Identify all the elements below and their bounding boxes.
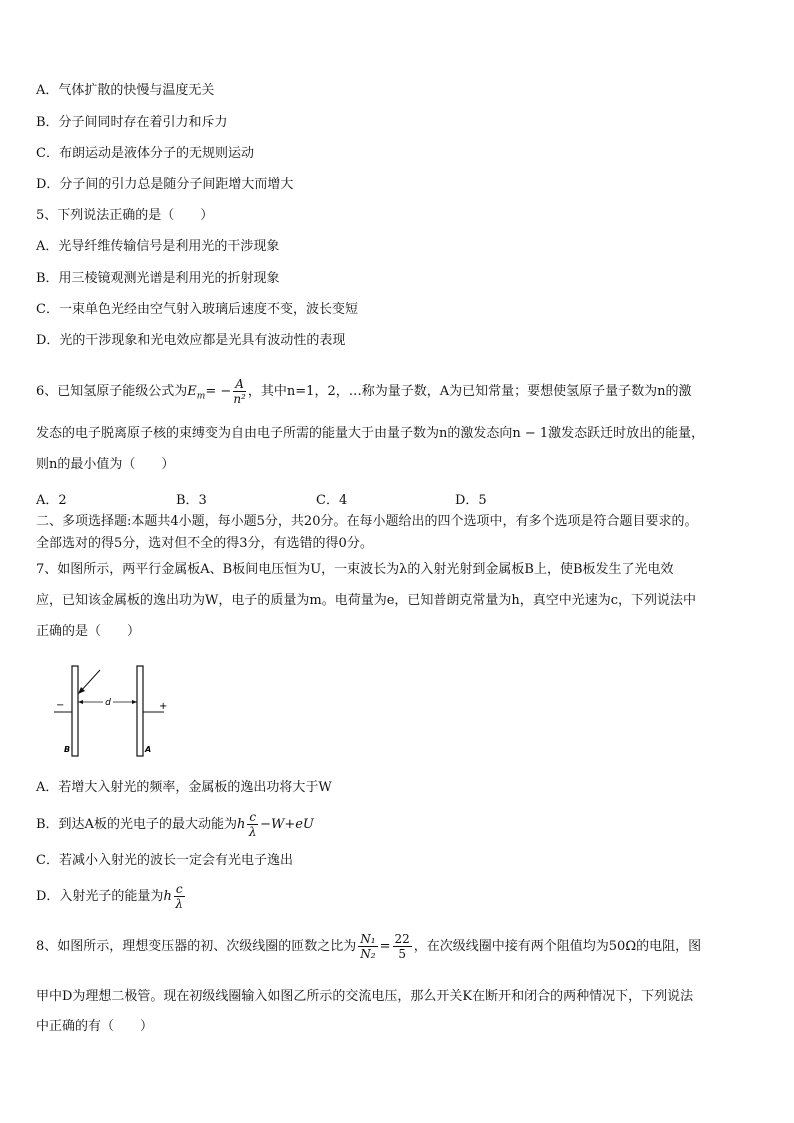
q7-option-d-den: λ: [175, 897, 183, 911]
q8-stem-post: ，在次级线圈中接有两个阻值均为50Ω的电阻，图: [413, 939, 702, 954]
section2-line2: 全部选对的得5分，选对但不全的得3分，有选错的得0分。: [36, 536, 373, 551]
q7-option-b-num: c: [249, 810, 257, 824]
q7-option-d-h: h: [163, 889, 172, 904]
q4-option-a: A．气体扩散的快慢与温度无关: [36, 83, 215, 98]
q7-stem-line3: 正确的是（ ）: [36, 624, 141, 639]
q4-option-d: D．分子间的引力总是随分子间距增大而增大: [36, 177, 294, 192]
q6-formula-eq: = −: [205, 384, 232, 399]
q8-num: 22: [394, 932, 410, 946]
q7-option-d: [36, 882, 187, 912]
q8-ratio-lhs: [358, 932, 377, 961]
minus-sign: −: [56, 700, 65, 711]
plus-sign: +: [159, 701, 168, 712]
q6-option-c: C．4: [316, 493, 348, 508]
q8-n1: N₁: [360, 932, 376, 946]
q8-stem-line1: [36, 930, 701, 964]
q7-option-b-fraction: [247, 810, 258, 839]
q7-option-d-pre: D．入射光子的能量为: [36, 889, 164, 904]
q5-option-c: C．一束单色光经由空气射入玻璃后速度不变，波长变短: [36, 302, 358, 317]
q6-formula-den: n²: [233, 392, 246, 406]
q4-option-b: B．分子间同时存在着引力和斥力: [36, 115, 228, 130]
q8-n2: N₂: [360, 947, 376, 961]
q7-option-c: C．若减小入射光的波长一定会有光电子逸出: [36, 853, 293, 868]
label-b: B: [64, 745, 71, 754]
q6-stem-line1: [36, 377, 692, 412]
q6-formula-fraction: [233, 377, 246, 406]
q8-den: 5: [398, 947, 406, 961]
q7-option-d-num: c: [175, 882, 183, 896]
q8-eq: =: [379, 939, 391, 954]
q6-formula-num: A: [235, 377, 244, 391]
incident-light-ray: [80, 670, 100, 692]
gap-arrow-right: [132, 700, 137, 704]
plate-a: [137, 666, 143, 756]
q7-option-b-post: −W+eU: [260, 817, 314, 832]
q6-option-a: A．2: [36, 493, 67, 508]
q7-option-a: A．若增大入射光的频率，金属板的逸出功将大于W: [36, 780, 332, 795]
q7-option-b-h: h: [236, 817, 246, 832]
q7-stem-line2: 应，已知该金属板的逸出功为W，电子的质量为m。电荷量为e，已知普朗克常量为h，真空中光速为c，下列说法中: [36, 593, 697, 608]
q8-ratio-rhs: [393, 932, 412, 961]
q7-option-d-fraction: [174, 882, 185, 911]
q8-stem-pre: 8、如图所示，理想变压器的初、次级线圈的匝数之比为: [36, 939, 357, 954]
gap-label-d: d: [105, 698, 111, 708]
q8-stem-line2: 甲中D为理想二极管。现在初级线圈输入如图乙所示的交流电压，那么开关K在断开和闭合的两种情况下，下列说法: [36, 989, 694, 1004]
q5-stem: 5、下列说法正确的是（ ）: [36, 208, 214, 223]
q6-stem-post: ，其中n=1，2，…称为量子数，A为已知常量；要想使氢原子量子数为n的激: [247, 384, 692, 399]
q6-option-b: B．3: [176, 493, 207, 508]
q6-option-d: D．5: [455, 493, 487, 508]
q5-option-a: A．光导纤维传输信号是利用光的干涉现象: [36, 239, 280, 254]
q5-option-b: B．用三棱镜观测光谱是利用光的折射现象: [36, 271, 280, 286]
q5-option-d: D．光的干涉现象和光电效应都是光具有波动性的表现: [36, 333, 346, 348]
plate-b: [72, 666, 78, 756]
q7-stem-line1: 7、如图所示，两平行金属板A、B板间电压恒为U，一束波长为λ的入射光射到金属板B上，使B板发生了光电效: [36, 562, 674, 577]
q6-stem-line2: 发态的电子脱离原子核的束缚变为自由电子所需的能量大于由量子数为n的激发态向n − 1激发态跃迁时放出的能量，: [36, 426, 705, 441]
q6-stem-line3: 则n的最小值为（ ）: [36, 457, 175, 472]
q6-formula-sub: m: [196, 391, 206, 402]
label-a: A: [145, 745, 152, 754]
q7-option-b-pre: B．到达A板的光电子的最大动能为: [36, 817, 237, 832]
q6-stem-pre: 6、已知氢原子能级公式为: [36, 384, 188, 399]
q7-option-b-den: λ: [248, 825, 257, 839]
section2-line1: 二、多项选择题:本题共4小题，每小题5分，共20分。在每小题给出的四个选项中，有多个选项是符合题目要求的。: [36, 514, 698, 529]
q7-option-b: [36, 810, 314, 840]
q4-option-c: C．布朗运动是液体分子的无规则运动: [36, 146, 254, 161]
q6-formula-lhs: E: [187, 384, 197, 399]
q7-parallel-plates-figure: [40, 660, 180, 760]
q8-stem-line3: 中正确的有（ ）: [36, 1019, 154, 1034]
gap-arrow-left: [78, 700, 83, 704]
